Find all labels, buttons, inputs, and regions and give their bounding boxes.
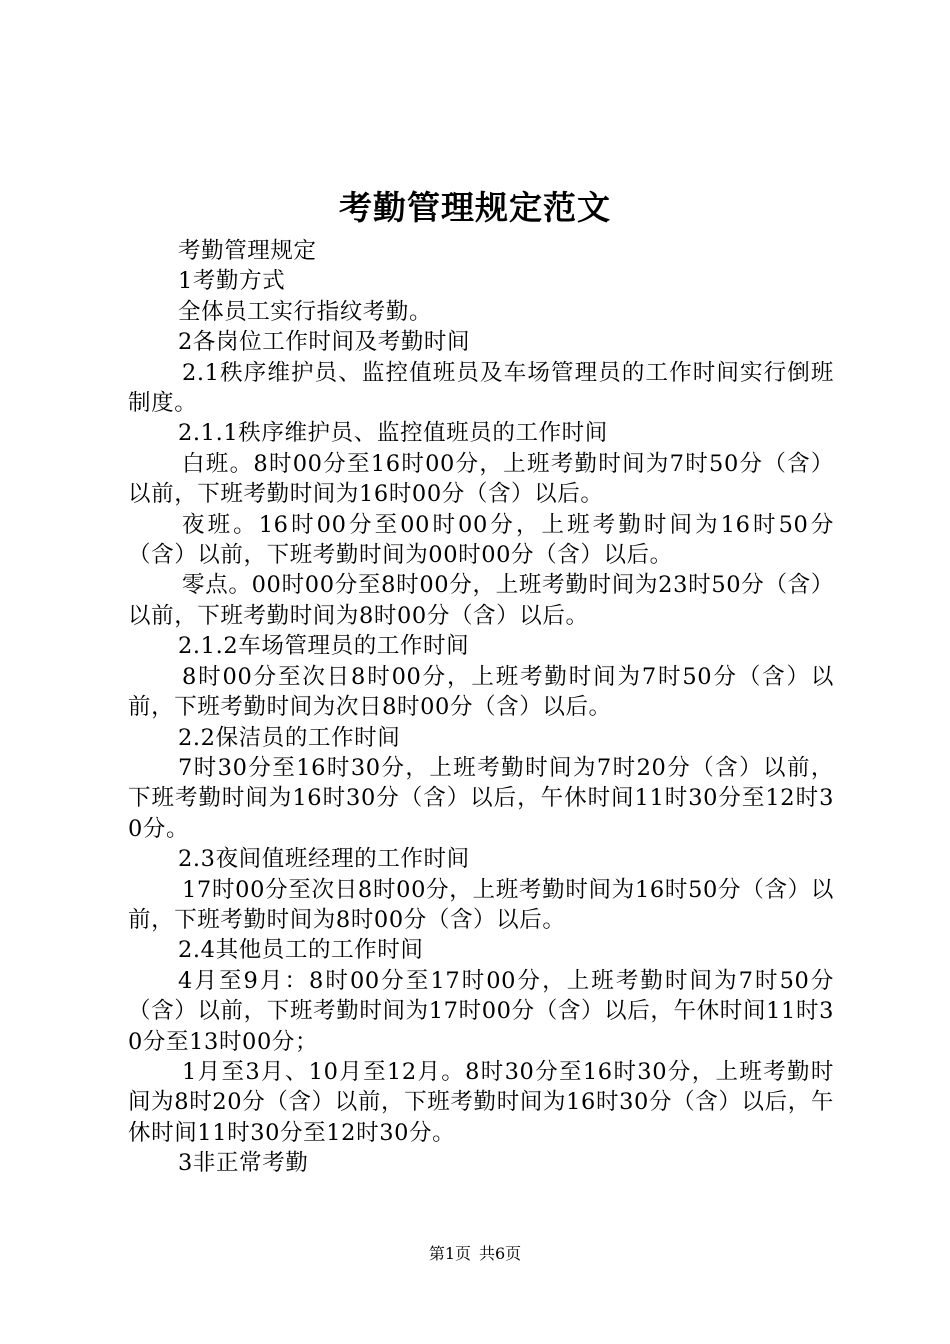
page-total: 共6页 <box>479 1244 522 1263</box>
paragraph-cleaner-hours: 7时30分至16时30分，上班考勤时间为7时20分（含）以前，下班考勤时间为16时30分（含）以后，午休时间11时30分至12时30分。 <box>128 754 834 842</box>
paragraph-heading-2-1-1: 2.1.1秩序维护员、监控值班员的工作时间 <box>178 420 608 447</box>
paragraph-heading-2-3: 2.3夜间值班经理的工作时间 <box>178 846 470 873</box>
document-title: 考勤管理规定范文 <box>339 188 611 227</box>
paragraph-night-shift: 夜班。16时00分至00时00分，上班考勤时间为16时50分（含）以前，下班考勤时间为00时00分（含）以后。 <box>128 511 834 569</box>
paragraph-heading-2-4: 2.4其他员工的工作时间 <box>178 937 424 964</box>
paragraph-parking-hours: 8时00分至次日8时00分，上班考勤时间为7时50分（含）以前，下班考勤时间为次日8时00分（含）以后。 <box>128 663 834 721</box>
paragraph-heading-2-1-2: 2.1.2车场管理员的工作时间 <box>178 633 470 660</box>
paragraph-summer-hours: 4月至9月：8时00分至17时00分，上班考勤时间为7时50分（含）以前，下班考勤时间为17时00分（含）以后，午休时间11时30分至13时00分； <box>128 967 834 1055</box>
paragraph-heading-2-2: 2.2保洁员的工作时间 <box>178 724 401 751</box>
document-body <box>128 236 834 1179</box>
paragraph-heading-3: 3非正常考勤 <box>178 1150 309 1177</box>
paragraph-text: 全体员工实行指纹考勤。 <box>178 298 433 325</box>
paragraph-heading-2-1: 2.1秩序维护员、监控值班员及车场管理员的工作时间实行倒班制度。 <box>128 359 834 417</box>
paragraph-heading-1: 1考勤方式 <box>178 268 286 295</box>
paragraph-night-manager-hours: 17时00分至次日8时00分，上班考勤时间为16时50分（含）以前，下班考勤时间为8时00分（含）以后。 <box>128 876 834 933</box>
paragraph-midnight-shift: 零点。00时00分至8时00分，上班考勤时间为23时50分（含）以前，下班考勤时间为8时00分（含）以后。 <box>128 572 834 629</box>
paragraph-winter-hours: 1月至3月、10月至12月。8时30分至16时30分，上班考勤时间为8时20分（含）以前，下班考勤时间为16时30分（含）以后，午休时间11时30分至12时30分。 <box>128 1058 834 1146</box>
paragraph-section-heading: 考勤管理规定 <box>178 238 317 264</box>
page-footer <box>0 1243 950 1265</box>
page-number: 第1页 <box>428 1244 471 1263</box>
paragraph-day-shift: 白班。8时00分至16时00分，上班考勤时间为7时50分（含）以前，下班考勤时间为16时00分（含）以后。 <box>128 450 834 508</box>
paragraph-heading-2: 2各岗位工作时间及考勤时间 <box>178 329 471 356</box>
